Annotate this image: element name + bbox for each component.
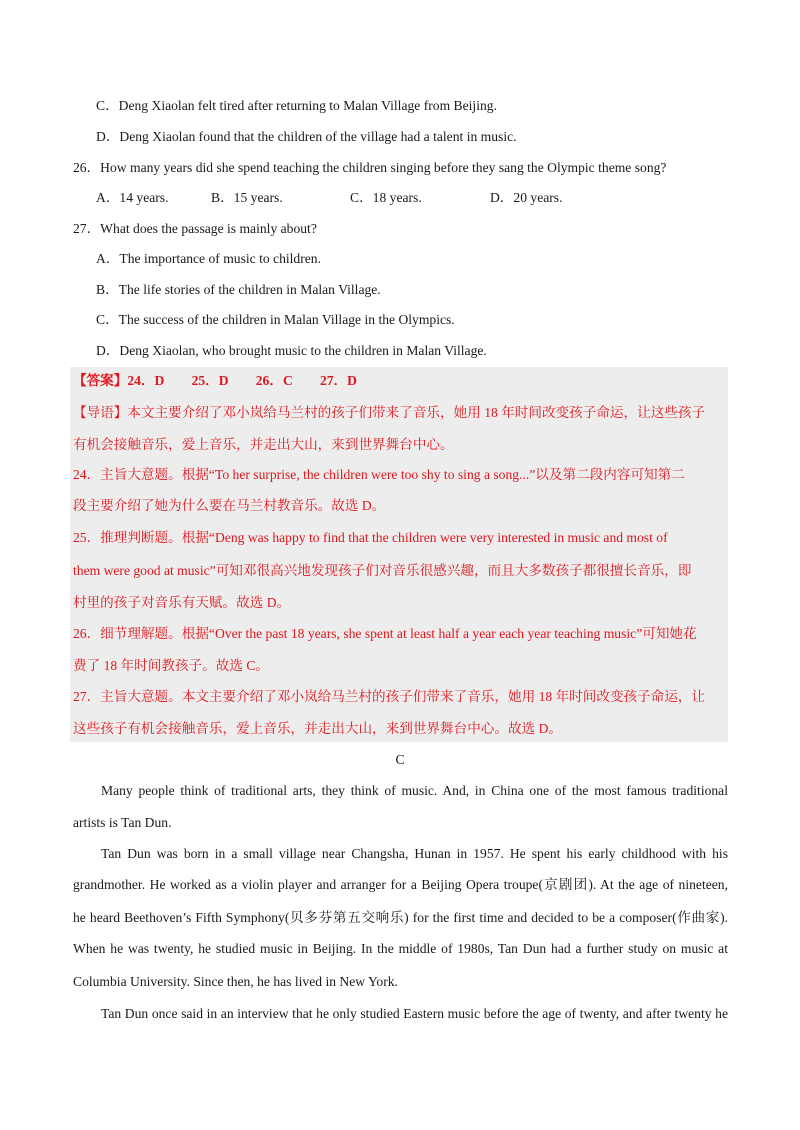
explanation-25-line-1: 25．推理判断题。根据“Deng was happy to find that the children were very interested in music and most of [73, 530, 668, 545]
explanation-24-line-1: 24．主旨大意题。根据“To her surprise, the children were too shy to sing a song...”以及第二段内容可知第二 [73, 467, 685, 482]
explanation-25-line-3: 村里的孩子对音乐有天赋。故选 D。 [73, 595, 291, 610]
q25-option-d: D．Deng Xiaolan found that the children of the village had a talent in music. [96, 129, 517, 144]
guide-line-2: 有机会接触音乐，爱上音乐，并走出大山，来到世界舞台中心。 [73, 437, 454, 452]
answer-key: 【答案】24．D 25．D 26．C 27．D [73, 373, 357, 388]
q26-option-c: C．18 years. [350, 190, 422, 205]
q27-option-c: C．The success of the children in Malan Village in the Olympics. [96, 312, 455, 327]
passage-p2-line-2: grandmother. He worked as a violin player and arranger for a Beijing Opera troupe(京剧团). At the age of nineteen, [73, 877, 728, 892]
passage-p2-line-1: Tan Dun was born in a small village near Changsha, Hunan in 1957. He spent his early childhood with his [101, 846, 728, 861]
q26-stem: 26．How many years did she spend teaching the children singing before they sang the Olympic theme song? [73, 160, 667, 175]
explanation-27-line-1: 27．主旨大意题。本文主要介绍了邓小岚给马兰村的孩子们带来了音乐，她用 18 年时间改变孩子命运，让 [73, 689, 706, 704]
passage-p1-line-2: artists is Tan Dun. [73, 815, 172, 830]
passage-p3-line-1: Tan Dun once said in an interview that he only studied Eastern music before the age of twenty, and after twenty he [101, 1006, 728, 1021]
explanation-24-line-2: 段主要介绍了她为什么要在马兰村教音乐。故选 D。 [73, 498, 386, 513]
explanation-26-line-1: 26．细节理解题。根据“Over the past 18 years, she spent at least half a year each year teaching music”可知她花 [73, 626, 697, 641]
explanation-26-line-2: 费了 18 年时间教孩子。故选 C。 [73, 658, 269, 673]
passage-p2-line-5: Columbia University. Since then, he has lived in New York. [73, 974, 398, 989]
q27-stem: 27．What does the passage is mainly about? [73, 221, 317, 236]
guide-line-1: 【导语】本文主要介绍了邓小岚给马兰村的孩子们带来了音乐，她用 18 年时间改变孩子命运，让这些孩子 [73, 405, 706, 420]
q27-option-b: B．The life stories of the children in Malan Village. [96, 282, 381, 297]
q25-option-c: C．Deng Xiaolan felt tired after returning to Malan Village from Beijing. [96, 98, 497, 113]
q26-option-d: D．20 years. [490, 190, 563, 205]
q26-option-a: A．14 years. [96, 190, 169, 205]
answer-explanation-box [70, 367, 728, 742]
q27-option-d: D．Deng Xiaolan, who brought music to the children in Malan Village. [96, 343, 487, 358]
passage-p2-line-3: he heard Beethoven’s Fifth Symphony(贝多芬第五交响乐) for the first time and decided to be a composer(作曲家). [73, 910, 728, 925]
explanation-25-line-2: them were good at music”可知邓很高兴地发现孩子们对音乐很感兴趣，而且大多数孩子都很擅长音乐，即 [73, 563, 692, 578]
q27-option-a: A．The importance of music to children. [96, 251, 321, 266]
section-label: C [395, 752, 405, 767]
q26-option-b: B．15 years. [211, 190, 283, 205]
passage-p1-line-1: Many people think of traditional arts, they think of music. And, in China one of the most famous traditional [101, 783, 728, 798]
passage-p2-line-4: When he was twenty, he studied music in Beijing. In the middle of 1980s, Tan Dun had a further study on music at [73, 941, 728, 956]
explanation-27-line-2: 这些孩子有机会接触音乐，爱上音乐，并走出大山，来到世界舞台中心。故选 D。 [73, 721, 562, 736]
